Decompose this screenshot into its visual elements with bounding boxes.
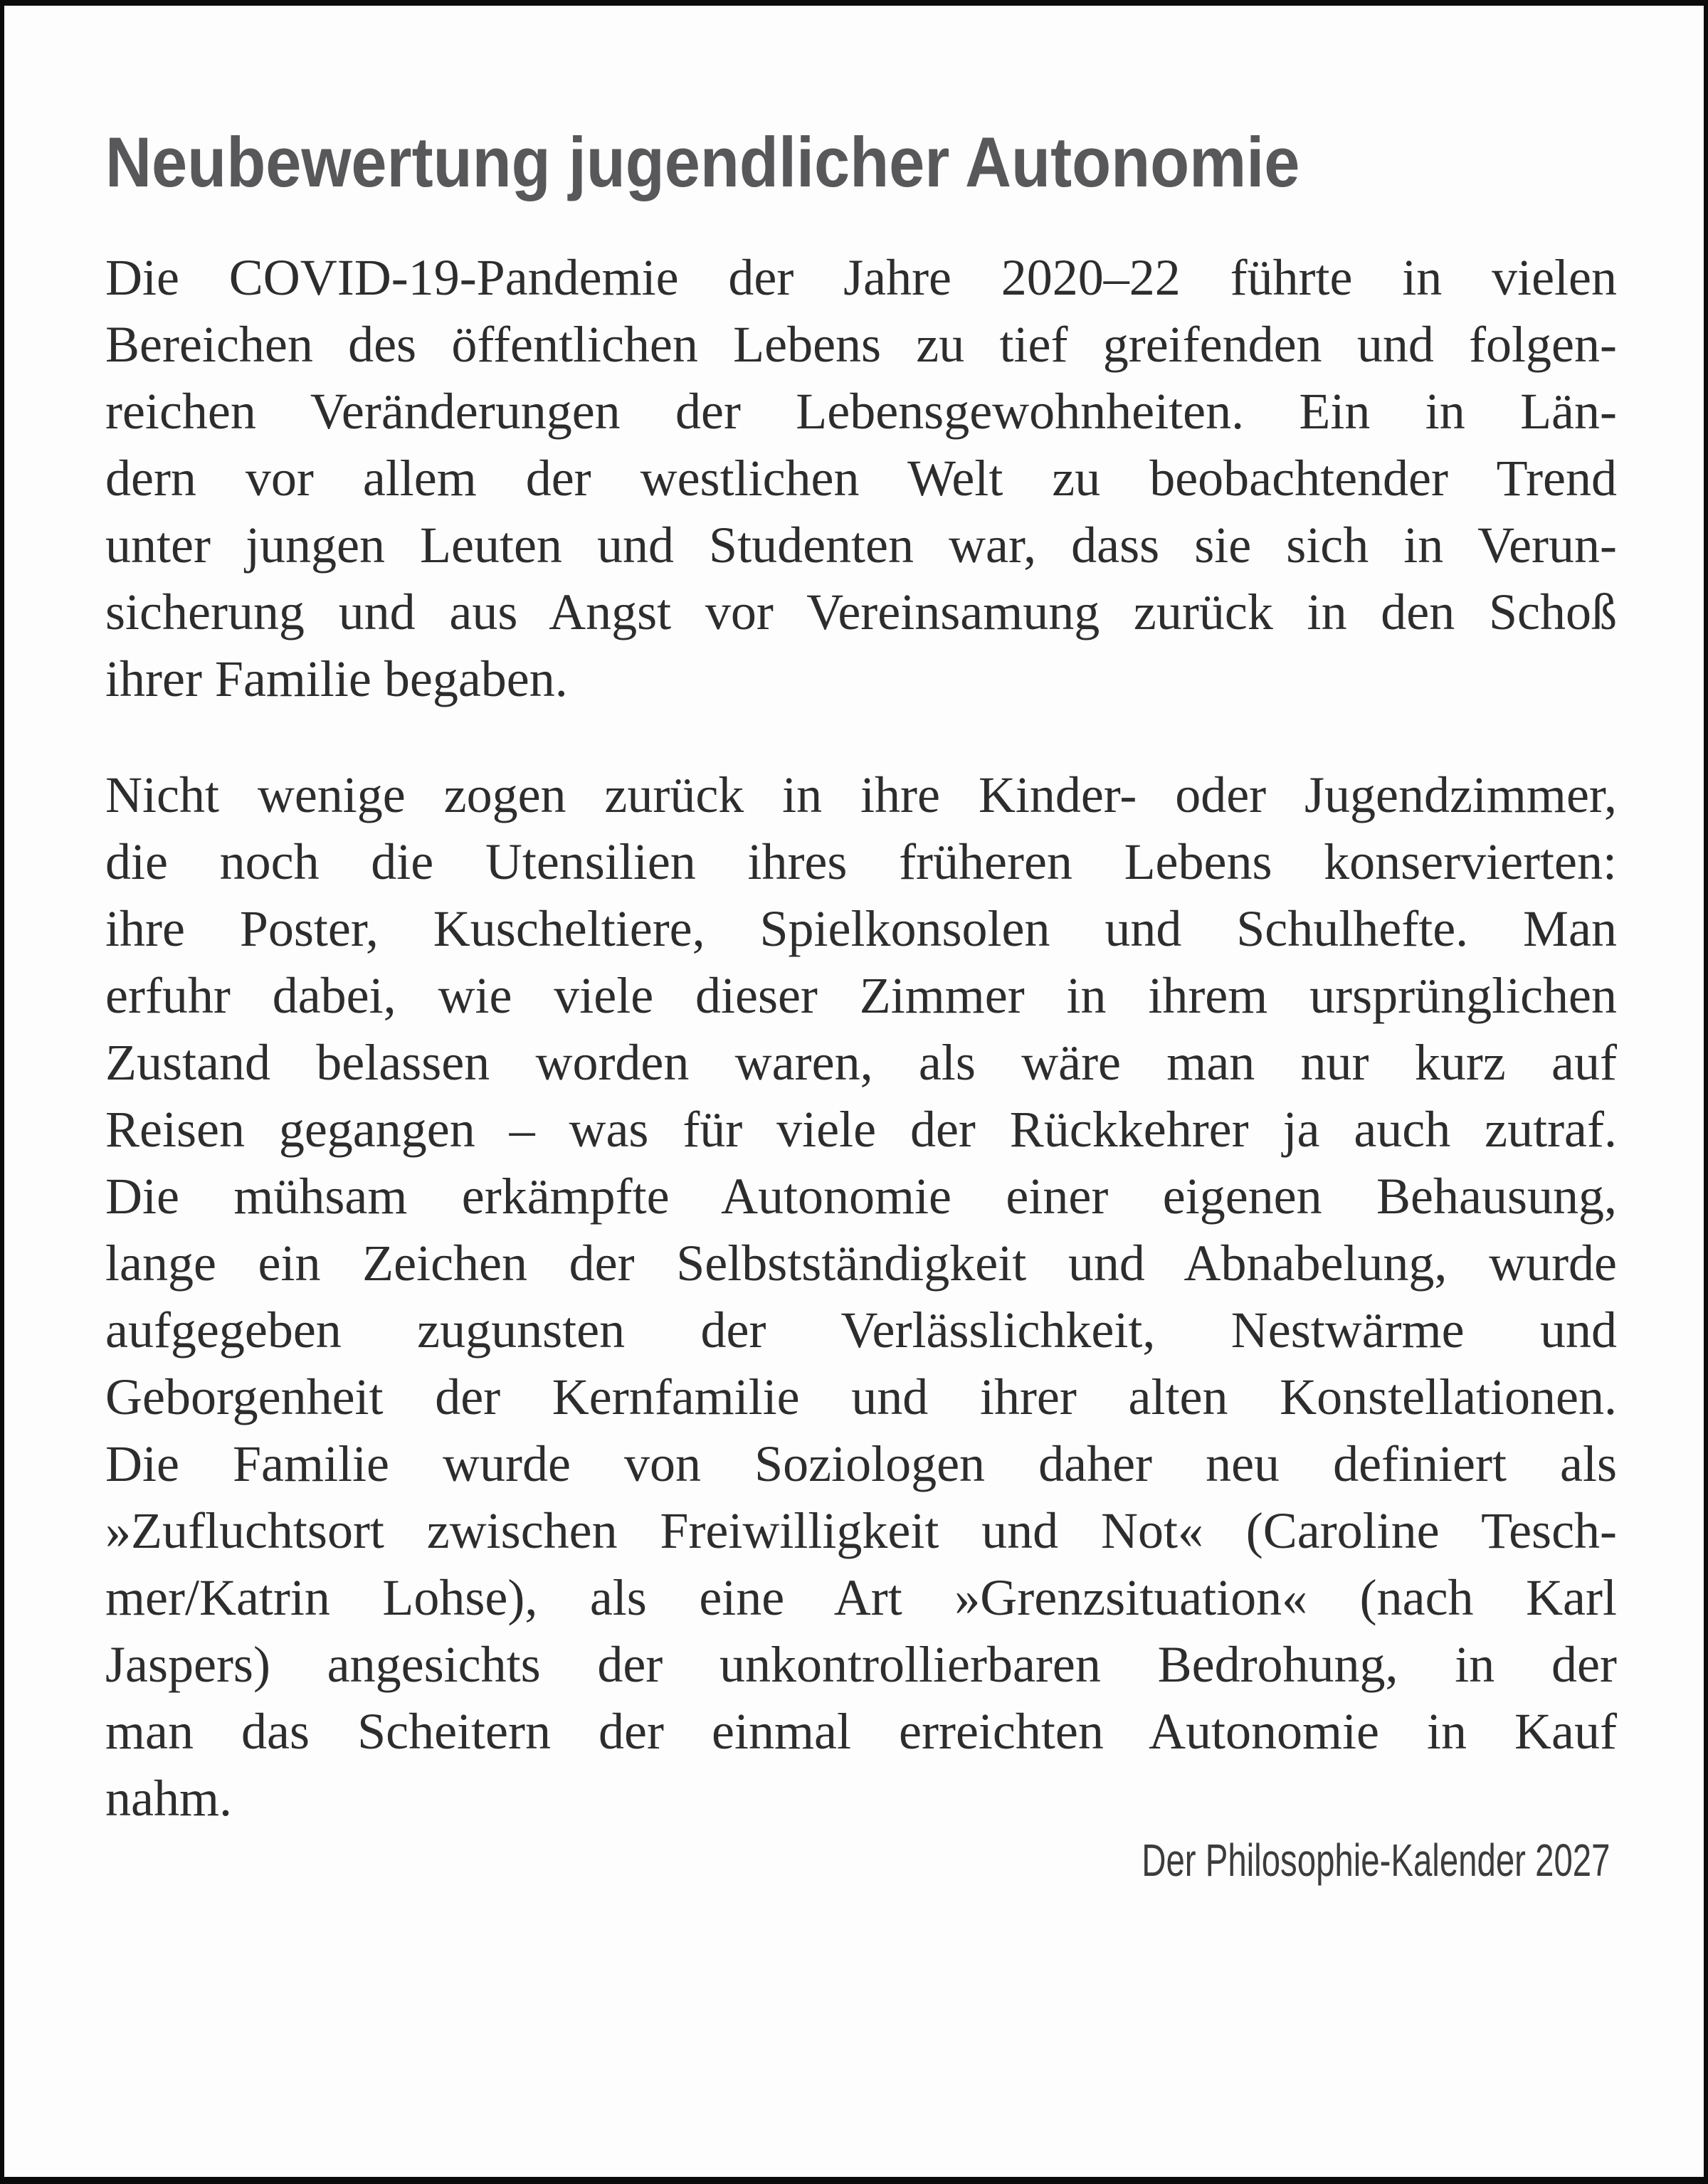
- text-line: Reisen gegangen – was für viele der Rückkehrer ja auch zutraf.: [105, 1101, 1617, 1158]
- text-line: lange ein Zeichen der Selbstständigkeit und Abnabelung, wurde: [105, 1235, 1617, 1292]
- text-line: Bereichen des öffentlichen Lebens zu tief greifenden und folgen-: [105, 316, 1617, 373]
- text-line: ihre Poster, Kuscheltiere, Spielkonsolen und Schulhefte. Man: [105, 900, 1617, 957]
- text-line: man das Scheitern der einmal erreichten Autonomie in Kauf: [105, 1703, 1617, 1760]
- text-line: dern vor allem der westlichen Welt zu beobachtender Trend: [105, 450, 1617, 507]
- page-title: Neubewertung jugendlicher Autonomie: [105, 122, 1300, 201]
- text-line: Die Familie wurde von Soziologen daher neu definiert als: [105, 1435, 1617, 1492]
- paragraph-2: [105, 761, 1617, 1832]
- text-line: »Zufluchtsort zwischen Freiwilligkeit und Not« (Caroline Tesch-: [105, 1502, 1617, 1559]
- footer-credit: Der Philosophie-Kalender 2027: [1141, 1835, 1610, 1886]
- paragraph-1: [105, 244, 1617, 712]
- text-line: Die mühsam erkämpfte Autonomie einer eigenen Behausung,: [105, 1168, 1617, 1225]
- text-line: sicherung und aus Angst vor Vereinsamung zurück in den Schoß: [105, 584, 1617, 640]
- text-line: unter jungen Leuten und Studenten war, dass sie sich in Verun-: [105, 517, 1617, 574]
- text-line: reichen Veränderungen der Lebensgewohnheiten. Ein in Län-: [105, 383, 1617, 440]
- text-line: Nicht wenige zogen zurück in ihre Kinder- oder Jugendzimmer,: [105, 766, 1617, 823]
- text-line: aufgegeben zugunsten der Verlässlichkeit, Nestwärme und: [105, 1302, 1617, 1359]
- text-line: erfuhr dabei, wie viele dieser Zimmer in ihrem ursprünglichen: [105, 967, 1617, 1024]
- text-line: mer/Katrin Lohse), als eine Art »Grenzsituation« (nach Karl: [105, 1569, 1617, 1626]
- text-line: nahm.: [105, 1770, 232, 1827]
- text-line: die noch die Utensilien ihres früheren Lebens konservierten:: [105, 833, 1617, 890]
- text-line: Jaspers) angesichts der unkontrollierbaren Bedrohung, in der: [105, 1636, 1617, 1693]
- text-line: Zustand belassen worden waren, als wäre man nur kurz auf: [105, 1034, 1617, 1091]
- text-line: Die COVID-19-Pandemie der Jahre 2020–22 führte in vielen: [105, 249, 1617, 306]
- text-line: Geborgenheit der Kernfamilie und ihrer alten Konstellationen.: [105, 1368, 1617, 1425]
- text-line: ihrer Familie begaben.: [105, 650, 568, 707]
